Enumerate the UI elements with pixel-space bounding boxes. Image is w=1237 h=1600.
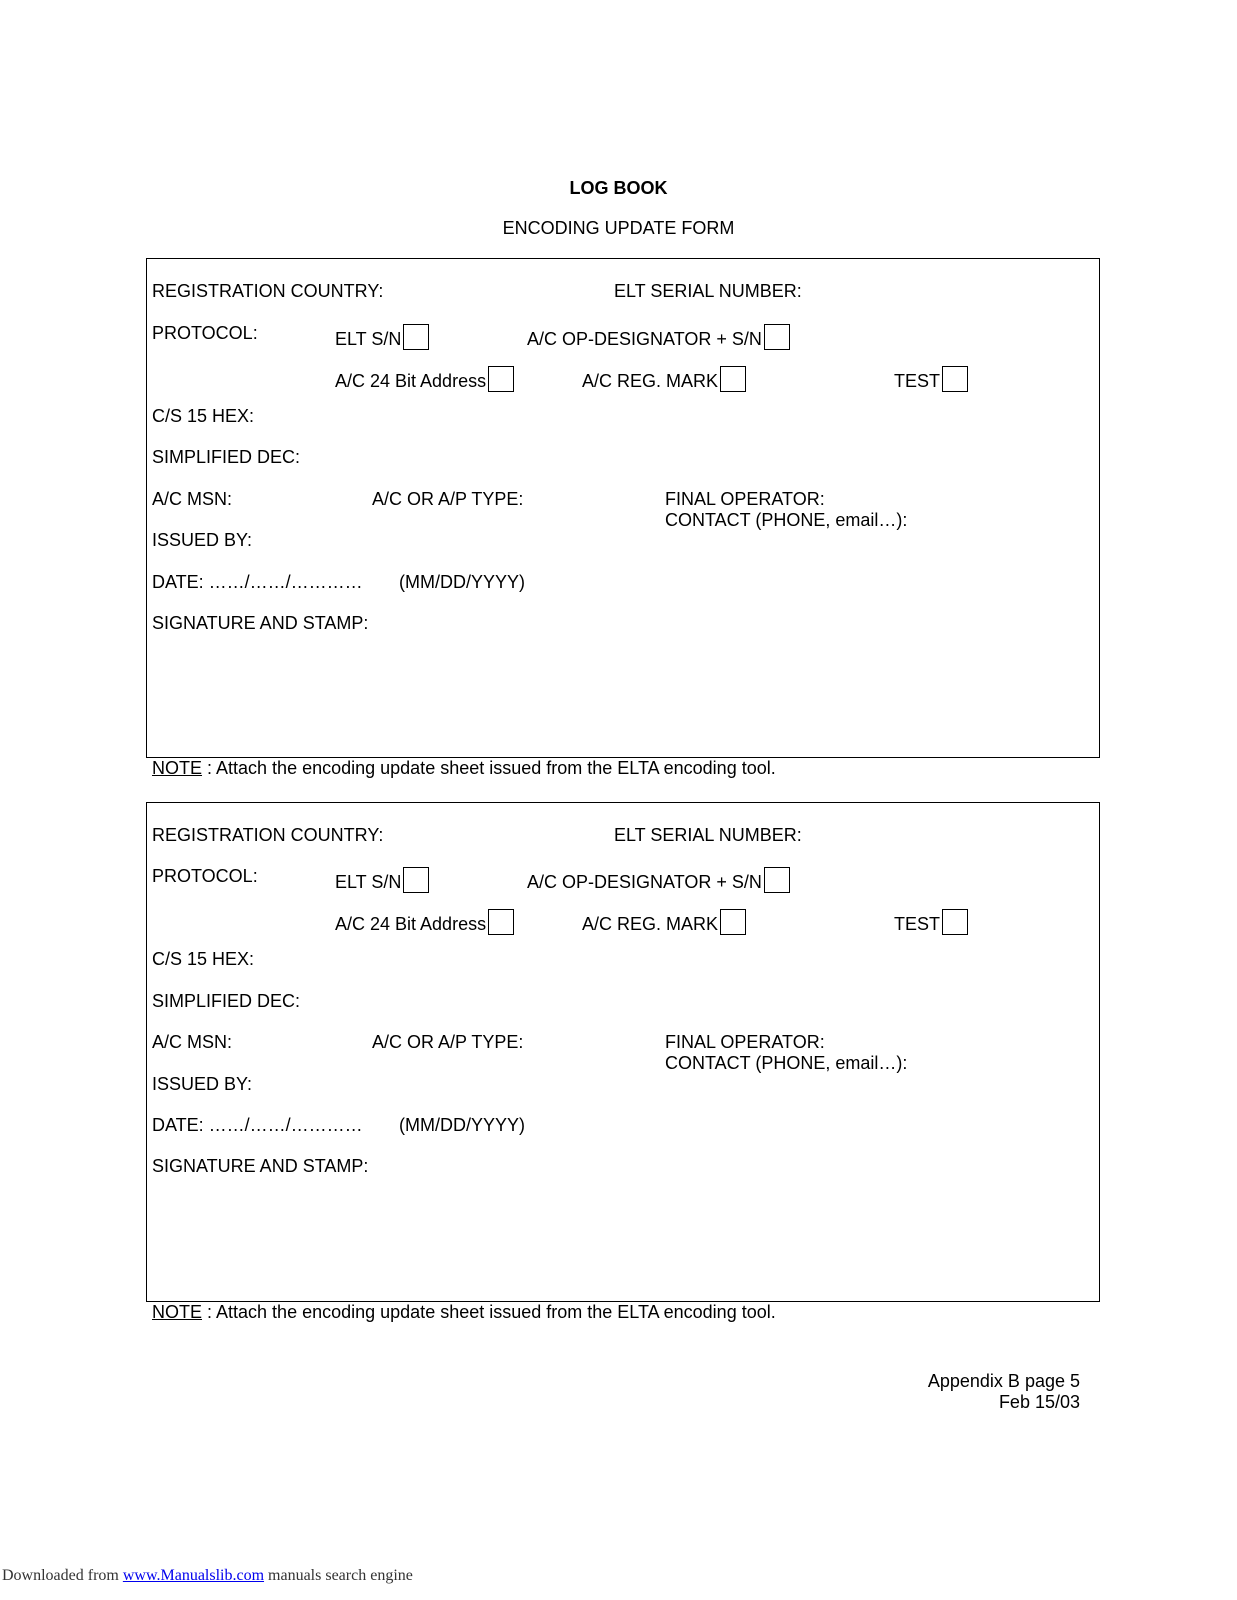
option-label: A/C 24 Bit Address <box>335 914 487 934</box>
protocol-label: PROTOCOL: <box>152 866 258 886</box>
option-label: A/C REG. MARK <box>582 914 719 934</box>
option-label: A/C OP-DESIGNATOR + S/N <box>527 872 762 892</box>
date-label: DATE: ……/……/………… <box>152 1115 363 1135</box>
reg-mark-checkbox[interactable] <box>720 909 746 935</box>
op-designator-checkbox[interactable] <box>764 867 790 893</box>
ac-msn-label: A/C MSN: <box>152 1032 233 1052</box>
protocol-option-elt-sn <box>335 867 429 891</box>
ac-type-label: A/C OR A/P TYPE: <box>372 489 524 509</box>
contact-label: CONTACT (PHONE, email…): <box>665 1053 908 1073</box>
option-label: ELT S/N <box>335 329 402 349</box>
revision-date: Feb 15/03 <box>998 1392 1080 1412</box>
ac-type-label: A/C OR A/P TYPE: <box>372 1032 524 1052</box>
option-label: A/C OP-DESIGNATOR + S/N <box>527 329 762 349</box>
protocol-option-op-designator <box>527 324 790 348</box>
op-designator-checkbox[interactable] <box>764 324 790 350</box>
reg-mark-checkbox[interactable] <box>720 366 746 392</box>
protocol-option-24bit <box>335 909 514 933</box>
registration-country-label: REGISTRATION COUNTRY: <box>152 825 384 845</box>
appendix-page-number: Appendix B page 5 <box>927 1371 1080 1391</box>
note <box>152 1303 776 1321</box>
date-label: DATE: ……/……/………… <box>152 572 363 592</box>
note <box>152 759 776 777</box>
download-footer <box>2 1568 413 1584</box>
final-operator-label: FINAL OPERATOR: <box>665 1032 825 1052</box>
note-label: NOTE <box>152 1302 203 1322</box>
contact-label: CONTACT (PHONE, email…): <box>665 510 908 530</box>
option-label: TEST <box>894 914 941 934</box>
issued-by-label: ISSUED BY: <box>152 1074 253 1094</box>
date-format-label: (MM/DD/YYYY) <box>399 572 525 592</box>
protocol-option-reg-mark <box>582 909 746 933</box>
protocol-option-reg-mark <box>582 366 746 390</box>
download-prefix: Downloaded from <box>2 1567 123 1584</box>
option-label: A/C 24 Bit Address <box>335 371 487 391</box>
cs15hex-label: C/S 15 HEX: <box>152 949 255 969</box>
manualslib-link[interactable]: www.Manualslib.com <box>122 1567 265 1584</box>
page-title: LOG BOOK <box>569 178 668 198</box>
protocol-option-test <box>894 909 968 933</box>
protocol-option-elt-sn <box>335 324 429 348</box>
page-subtitle: ENCODING UPDATE FORM <box>502 218 735 238</box>
elt-serial-number-label: ELT SERIAL NUMBER: <box>614 825 802 845</box>
note-text: : Attach the encoding update sheet issued from the ELTA encoding tool. <box>202 758 776 778</box>
test-checkbox[interactable] <box>942 366 968 392</box>
option-label: A/C REG. MARK <box>582 371 719 391</box>
protocol-option-24bit <box>335 366 514 390</box>
registration-country-label: REGISTRATION COUNTRY: <box>152 281 384 301</box>
protocol-label: PROTOCOL: <box>152 323 258 343</box>
signature-label: SIGNATURE AND STAMP: <box>152 1156 369 1176</box>
elt-sn-checkbox[interactable] <box>403 324 429 350</box>
option-label: ELT S/N <box>335 872 402 892</box>
elt-serial-number-label: ELT SERIAL NUMBER: <box>614 281 802 301</box>
option-label: TEST <box>894 371 941 391</box>
elt-sn-checkbox[interactable] <box>403 867 429 893</box>
note-text: : Attach the encoding update sheet issued from the ELTA encoding tool. <box>202 1302 776 1322</box>
simplified-dec-label: SIMPLIFIED DEC: <box>152 447 301 467</box>
test-checkbox[interactable] <box>942 909 968 935</box>
cs15hex-label: C/S 15 HEX: <box>152 406 255 426</box>
simplified-dec-label: SIMPLIFIED DEC: <box>152 991 301 1011</box>
protocol-option-op-designator <box>527 867 790 891</box>
note-label: NOTE <box>152 758 203 778</box>
signature-label: SIGNATURE AND STAMP: <box>152 613 369 633</box>
final-operator-label: FINAL OPERATOR: <box>665 489 825 509</box>
ac-msn-label: A/C MSN: <box>152 489 233 509</box>
date-format-label: (MM/DD/YYYY) <box>399 1115 525 1135</box>
24bit-address-checkbox[interactable] <box>488 909 514 935</box>
download-suffix: manuals search engine <box>264 1567 413 1584</box>
24bit-address-checkbox[interactable] <box>488 366 514 392</box>
protocol-option-test <box>894 366 968 390</box>
issued-by-label: ISSUED BY: <box>152 530 253 550</box>
